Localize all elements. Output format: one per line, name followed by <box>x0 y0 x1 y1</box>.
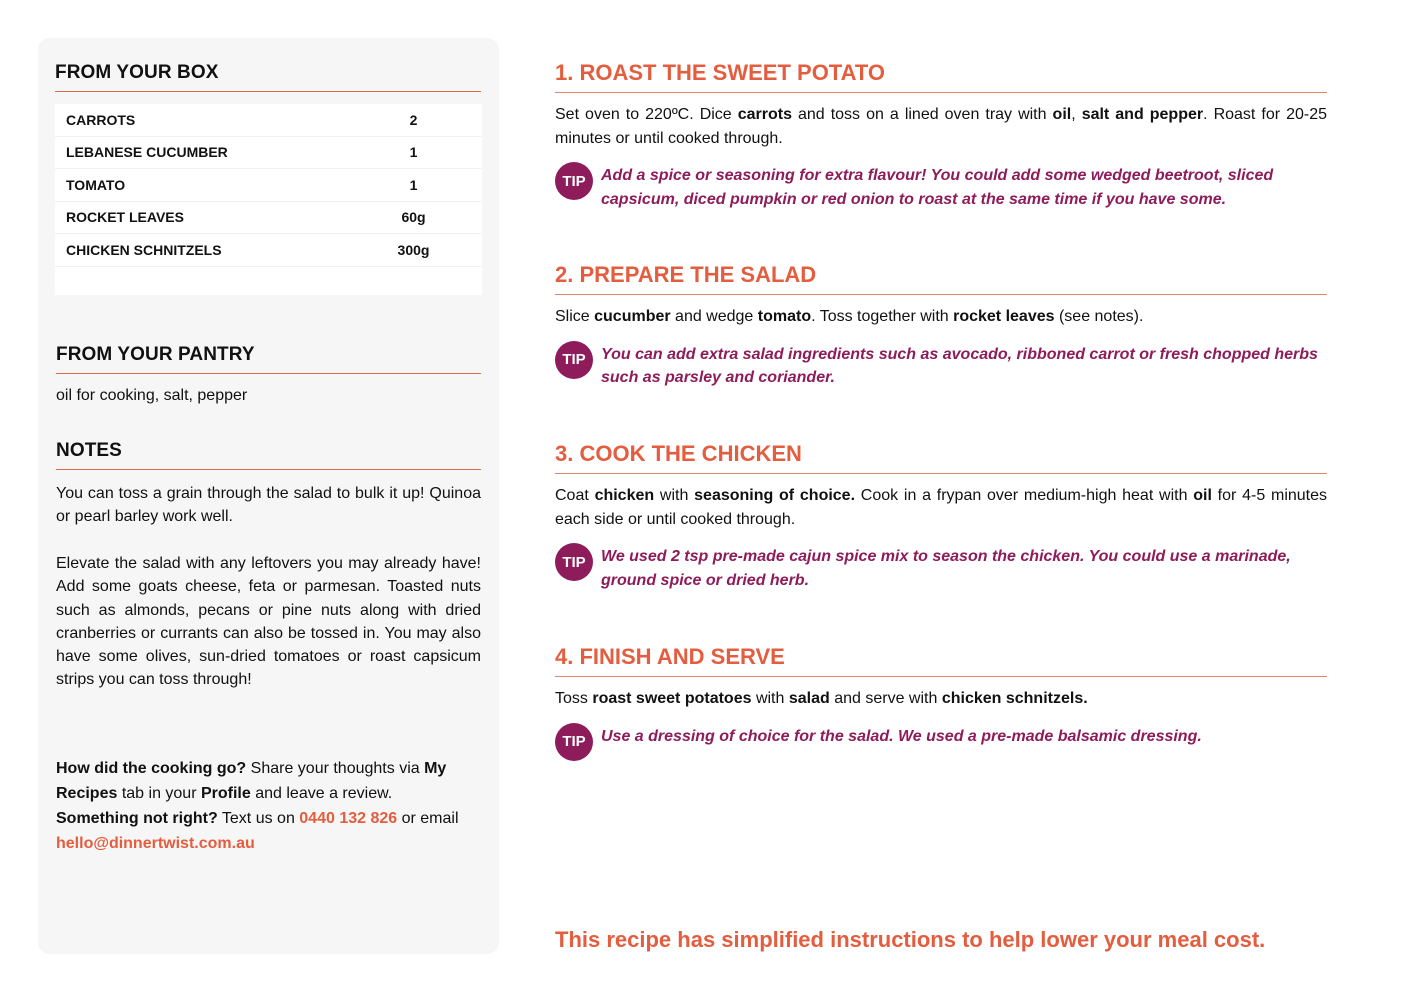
step-title: 2. PREPARE THE SALAD <box>555 262 1327 295</box>
ingredient-highlight: chicken <box>594 487 655 504</box>
table-row <box>55 104 482 137</box>
tip <box>555 725 1327 761</box>
tip <box>555 545 1327 592</box>
tip <box>555 343 1327 390</box>
ingredient-name: CARROTS <box>66 111 136 128</box>
tip-badge-icon: TIP <box>555 341 593 379</box>
ingredient-qty: 1 <box>409 176 418 193</box>
step-body: Slice cucumber and wedge tomato. Toss together with rocket leaves (see notes). <box>555 308 1144 325</box>
ingredients-panel <box>38 38 499 954</box>
contact-text <box>56 756 481 856</box>
notes-paragraph: You can toss a grain through the salad to bulk it up! Quinoa or pearl barley work well. <box>56 485 481 526</box>
ingredient-highlight: salt and pepper <box>1081 106 1204 123</box>
notes-paragraph: Elevate the salad with any leftovers you may already have! Add some goats cheese, feta or parmesan. Toasted nuts such as almonds, pecans or pine nuts along with dried cranberries or currants can also be tossed in. You may also have some olives, sun-dried tomatoes or roast capsicum strips you can toss through! <box>56 555 481 689</box>
step-2 <box>555 262 1327 390</box>
my-recipes-link: My Recipes <box>56 760 447 802</box>
pantry-text: oil for cooking, salt, pepper <box>56 387 248 404</box>
tip-text: Use a dressing of choice for the salad. We used a pre-made balsamic dressing. <box>601 727 1202 745</box>
tip-text: Add a spice or seasoning for extra flavour! You could add some wedged beetroot, sliced capsicum, diced pumpkin or red onion to roast at the same time if you have some. <box>601 167 1274 208</box>
ingredient-highlight: chicken schnitzels. <box>941 690 1088 707</box>
contact-text-part: and leave a review. <box>250 785 393 802</box>
email-link[interactable]: hello@dinnertwist.com.au <box>56 835 255 852</box>
step-body: Toss roast sweet potatoes with salad and serve with chicken schnitzels. <box>555 690 1088 707</box>
ingredient-highlight: oil <box>1052 106 1072 123</box>
ingredient-highlight: tomato <box>757 308 812 325</box>
tip <box>555 164 1327 211</box>
ingredient-qty: 2 <box>409 111 418 128</box>
ingredient-highlight: roast sweet potatoes <box>592 690 752 707</box>
ingredient-name: ROCKET LEAVES <box>66 209 184 226</box>
tip-text: You can add extra salad ingredients such as avocado, ribboned carrot or fresh chopped herbs such as parsley and coriander. <box>601 345 1318 386</box>
from-your-box-title: FROM YOUR BOX <box>55 62 481 92</box>
step-title: 1. ROAST THE SWEET POTATO <box>555 60 1327 93</box>
ingredient-highlight: carrots <box>737 106 792 123</box>
contact-text-part: tab in your <box>117 785 201 802</box>
ingredient-qty: 1 <box>409 144 418 161</box>
footer-note: This recipe has simplified instructions to help lower your meal cost. <box>555 927 1266 952</box>
notes-title: NOTES <box>56 440 481 470</box>
step-1 <box>555 60 1327 211</box>
feedback-question: How did the cooking go? <box>56 760 247 777</box>
tip-badge-icon: TIP <box>555 723 593 761</box>
step-body: Coat chicken with seasoning of choice. Cook in a frypan over medium-high heat with oil for 4-5 minutes each side or until cooked through. <box>555 487 1328 528</box>
tip-text: We used 2 tsp pre-made cajun spice mix to season the chicken. You could use a marinade, ground spice or dried herb. <box>601 548 1291 589</box>
profile-link: Profile <box>200 785 251 802</box>
ingredient-qty: 60g <box>401 209 426 226</box>
issue-question: Something not right? <box>56 810 218 827</box>
ingredient-name: LEBANESE CUCUMBER <box>66 144 228 161</box>
step-body: Set oven to 220ºC. Dice carrots and toss on a lined oven tray with oil, salt and pepper. Roast for 20-25 minutes or until cooked through. <box>555 106 1327 147</box>
ingredient-highlight: rocket leaves <box>953 308 1055 325</box>
ingredient-name: CHICKEN SCHNITZELS <box>66 241 222 258</box>
from-your-pantry-title: FROM YOUR PANTRY <box>56 344 481 374</box>
ingredient-name: TOMATO <box>66 176 126 193</box>
tip-badge-icon: TIP <box>555 162 593 200</box>
ingredient-highlight: cucumber <box>594 308 671 325</box>
ingredient-highlight: seasoning of choice. <box>694 487 856 504</box>
contact-text-part: Text us on <box>217 810 300 827</box>
step-title: 3. COOK THE CHICKEN <box>555 441 1327 474</box>
ingredient-qty: 300g <box>397 241 430 258</box>
ingredient-highlight: salad <box>788 690 830 707</box>
table-row <box>55 137 482 170</box>
ingredient-highlight: oil <box>1193 487 1212 504</box>
table-row <box>55 202 482 235</box>
table-row <box>55 234 482 267</box>
tip-badge-icon: TIP <box>555 543 593 581</box>
contact-text-part: Share your thoughts via <box>246 760 425 777</box>
step-title: 4. FINISH AND SERVE <box>555 644 1327 677</box>
contact-text-part: or email <box>397 810 459 827</box>
table-row <box>55 169 482 202</box>
step-3 <box>555 441 1327 592</box>
ingredients-table <box>55 104 482 295</box>
step-4 <box>555 644 1327 761</box>
phone-link[interactable]: 0440 132 826 <box>299 810 398 827</box>
